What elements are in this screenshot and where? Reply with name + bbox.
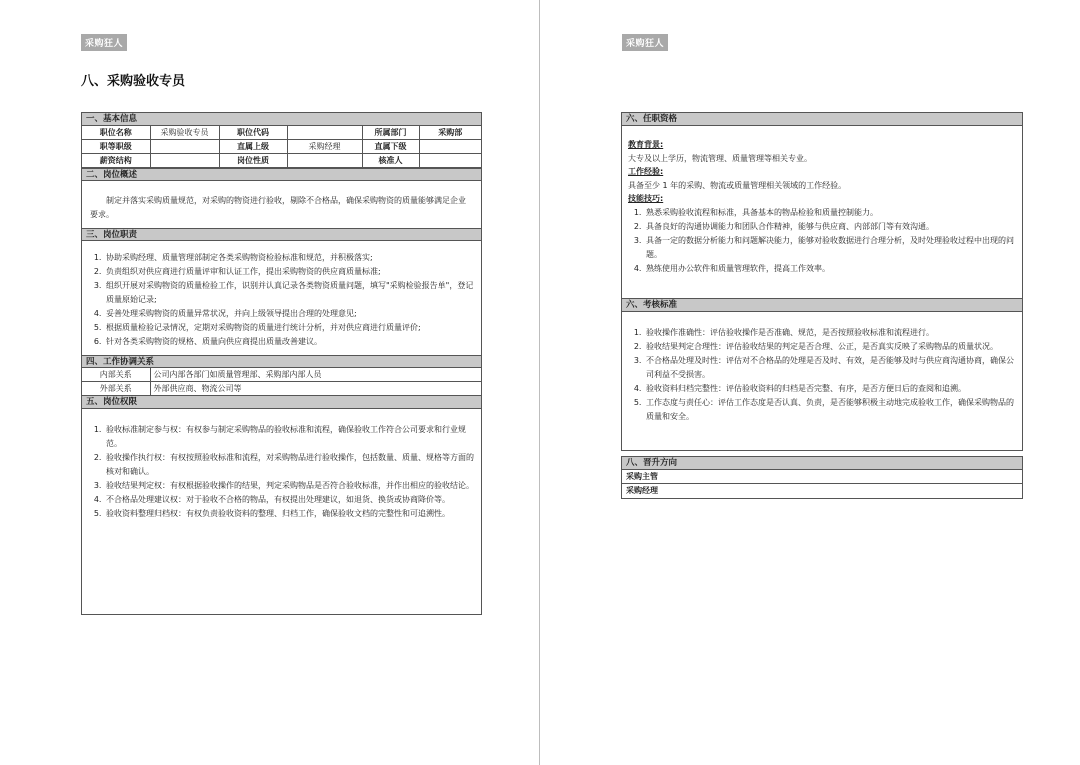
list-item: 3. 不合格品处理及时性：评估对不合格品的处理是否及时、有效，是否能够及时与供应商沟通协商，确保公司利益不受损害。 [644, 354, 1016, 382]
list-item: 5. 根据质量检验记录情况，定期对采购物资的质量进行统计分析，并对供应商进行质量评价; [104, 321, 475, 335]
table-row [82, 140, 481, 154]
list-item: 3. 具备一定的数据分析能力和问题解决能力，能够对验收数据进行合理分析，及时处理验收过程中出现的问题。 [644, 234, 1016, 262]
table-cell: 采购经理 [287, 140, 362, 154]
list-item: 3. 验收结果判定权：有权根据验收操作的结果，判定采购物品是否符合验收标准，并作出相应的验收结论。 [104, 479, 475, 493]
promotion-item: 采购经理 [626, 486, 658, 495]
brand-tag: 采购狂人 [622, 34, 668, 51]
table-cell: 外部关系 [82, 382, 150, 396]
list-item: 4. 熟练使用办公软件和质量管理软件，提高工作效率。 [644, 262, 1016, 276]
page-right [540, 0, 1080, 765]
list-item: 4. 验收资料归档完整性：评估验收资料的归档是否完整、有序，是否方便日后的查阅和追溯。 [644, 382, 1016, 396]
overview-text: 制定并落实采购质量规范，对采购的物资进行验收，剔除不合格品，确保采购物资的质量能够满足企业要求。 [90, 196, 466, 219]
table-row [82, 382, 481, 396]
duties-list [82, 241, 481, 355]
list-item: 2. 具备良好的沟通协调能力和团队合作精神，能够与供应商、内部部门等有效沟通。 [644, 220, 1016, 234]
section-header-assessment: 六、考核标准 [622, 299, 1022, 312]
experience-label: 工作经验: [628, 167, 664, 176]
table-row [82, 154, 481, 168]
list-item: 4. 妥善处理采购物资的质量异常状况，并向上级领导提出合理的处理意见; [104, 307, 475, 321]
table-cell: 职等职级 [82, 140, 150, 154]
section-header-authority: 五、岗位权限 [82, 396, 481, 409]
table-cell: 内部关系 [82, 368, 150, 382]
brand-tag: 采购狂人 [81, 34, 127, 51]
table-cell: 所属部门 [362, 126, 419, 140]
page-title: 八、采购验收专员 [81, 74, 186, 89]
list-item: 2. 验收操作执行权：有权按照验收标准和流程，对采购物品进行验收操作，包括数量、质量、规格等方面的核对和确认。 [104, 451, 475, 479]
skills-list [628, 206, 1016, 276]
relations-table [82, 368, 481, 396]
page-left [0, 0, 539, 765]
list-item: 2. 验收结果判定合理性：评估验收结果的判定是否合理、公正，是否真实反映了采购物品的质量状况。 [644, 340, 1016, 354]
table-cell: 外部供应商、物流公司等 [150, 382, 481, 396]
job-description-table [81, 112, 482, 615]
list-item: 1. 协助采购经理、质量管理部制定各类采购物资检验标准和规范，并积极落实; [104, 251, 475, 265]
list-item: 2. 负责组织对供应商进行质量评审和认证工作，提出采购物资的供应商质量标准; [104, 265, 475, 279]
table-cell [419, 154, 481, 168]
experience-text: 具备至少 1 年的采购、物流或质量管理相关领域的工作经验。 [628, 180, 847, 190]
basic-info-table [82, 126, 481, 168]
table-cell [287, 154, 362, 168]
list-item: 1. 熟悉采购验收流程和标准，具备基本的物品检验和质量控制能力。 [644, 206, 1016, 220]
section-header-relations: 四、工作协调关系 [82, 355, 481, 368]
table-cell: 职位代码 [219, 126, 287, 140]
table-cell: 薪资结构 [82, 154, 150, 168]
table-cell [287, 126, 362, 140]
promotion-item: 采购主管 [622, 470, 1022, 484]
assessment-list [622, 312, 1022, 430]
list-item: 1. 验收标准制定参与权：有权参与制定采购物品的验收标准和流程，确保验收工作符合公司要求和行业规范。 [104, 423, 475, 451]
authority-list [82, 409, 481, 527]
section-header-promotion: 八、晋升方向 [622, 457, 1022, 470]
qualifications-box [621, 112, 1023, 299]
table-cell [419, 140, 481, 154]
section-header-overview: 二、岗位概述 [82, 168, 481, 181]
table-row [82, 368, 481, 382]
table-cell: 采购部 [419, 126, 481, 140]
qualifications-content [622, 126, 1022, 279]
list-item: 5. 工作态度与责任心：评估工作态度是否认真、负责，是否能够积极主动地完成验收工作，确保采购物品的质量和安全。 [644, 396, 1016, 424]
promotion-box [621, 456, 1023, 499]
table-cell: 直属下级 [362, 140, 419, 154]
table-cell: 职位名称 [82, 126, 150, 140]
section-header-duties: 三、岗位职责 [82, 228, 481, 241]
table-cell: 岗位性质 [219, 154, 287, 168]
list-item: 4. 不合格品处理建议权：对于验收不合格的物品，有权提出处理建议，如退货、换货或协商降价等。 [104, 493, 475, 507]
table-cell [150, 140, 219, 154]
table-cell: 采购验收专员 [150, 126, 219, 140]
section-header-basic: 一、基本信息 [82, 113, 481, 126]
education-text: 大专及以上学历，物流管理、质量管理等相关专业。 [628, 153, 812, 163]
list-item: 5. 验收资料整理归档权：有权负责验收资料的整理、归档工作，确保验收文档的完整性和可追溯性。 [104, 507, 475, 521]
list-item: 3. 组织开展对采购物资的质量检验工作，识别并认真记录各类物资质量问题，填写"采购检验报告单"，登记质量原始记录; [104, 279, 475, 307]
table-cell: 核准人 [362, 154, 419, 168]
table-cell: 直属上级 [219, 140, 287, 154]
table-row [82, 126, 481, 140]
table-cell [150, 154, 219, 168]
list-item: 6. 针对各类采购物资的规格、质量向供应商提出质量改善建议。 [104, 335, 475, 349]
table-cell: 公司内部各部门如质量管理部、采购部内部人员 [150, 368, 481, 382]
list-item: 1. 验收操作准确性：评估验收操作是否准确、规范，是否按照验收标准和流程进行。 [644, 326, 1016, 340]
assessment-box [621, 298, 1023, 451]
skills-label: 技能技巧: [628, 194, 664, 203]
education-label: 教育背景: [628, 140, 664, 149]
section-header-qualifications: 六、任职资格 [622, 113, 1022, 126]
